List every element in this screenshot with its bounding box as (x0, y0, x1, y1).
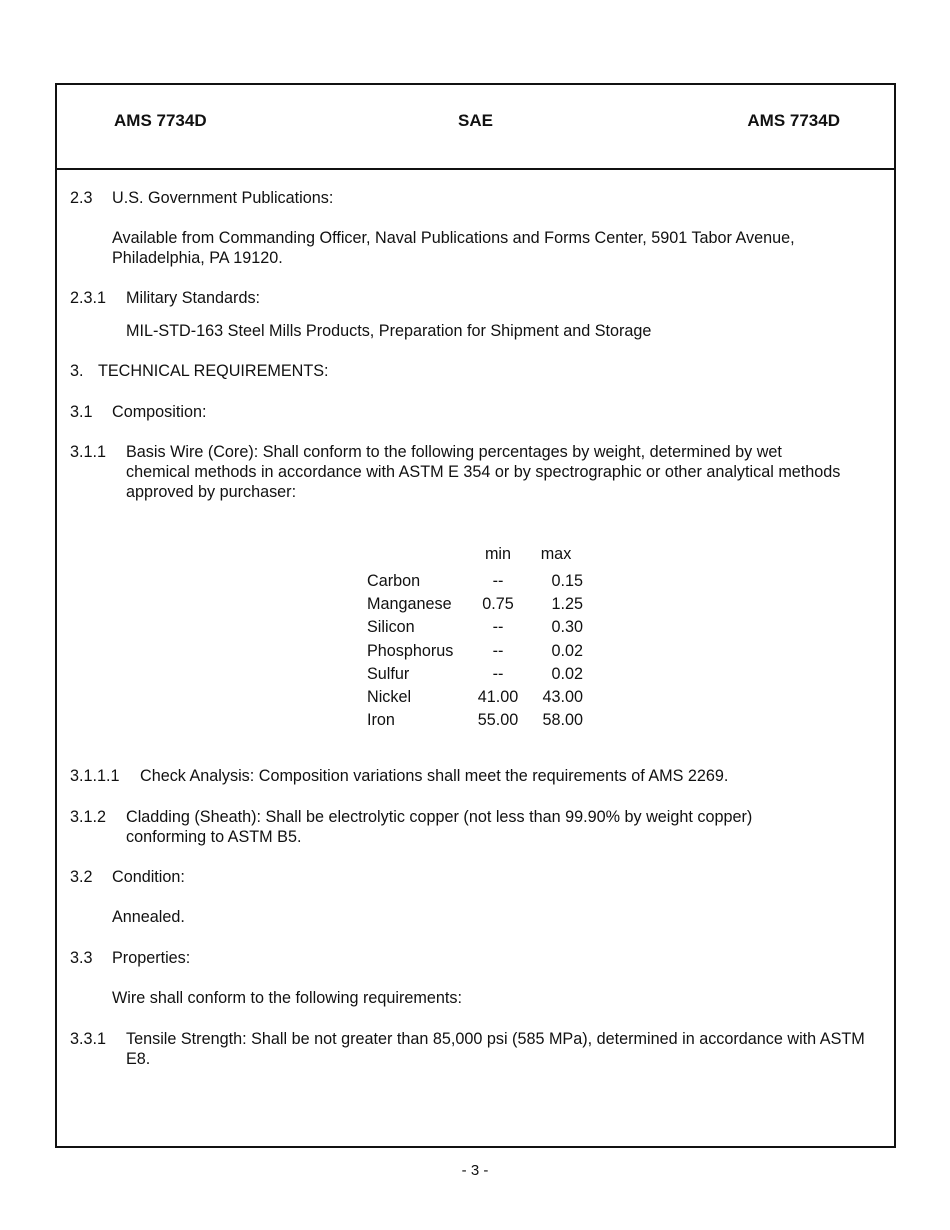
section-body: Wire shall conform to the following requirements: (112, 989, 462, 1007)
table-row (367, 639, 583, 662)
table-row (367, 616, 583, 639)
section-body: Cladding (Sheath): Shall be electrolytic copper (not less than 99.90% by weight copper) conforming to ASTM B5. (126, 808, 753, 846)
section-title: Military Standards: (126, 289, 261, 307)
section-title: Condition: (112, 868, 185, 886)
section-body: Available from Commanding Officer, Naval Publications and Forms Center, 5901 Tabor Avenue, Philadelphia, PA 19120. (112, 229, 795, 267)
element-name: Nickel (367, 688, 412, 707)
max-value: 58.00 (542, 711, 583, 730)
max-value: 0.15 (551, 571, 583, 590)
max-value: 0.30 (551, 618, 583, 637)
header-doc-number-right: AMS 7734D (747, 111, 840, 130)
min-value: -- (492, 571, 504, 590)
column-header-max: max (540, 545, 572, 563)
section-number: 2.3 (70, 189, 93, 207)
table-row (367, 592, 583, 615)
section-number: 3.3 (70, 949, 93, 967)
section-title: Properties: (112, 949, 191, 967)
table-row (367, 685, 583, 708)
section-title: U.S. Government Publications: (112, 189, 334, 207)
max-value: 0.02 (551, 664, 583, 683)
element-name: Carbon (367, 571, 421, 590)
table-row (367, 569, 583, 592)
min-value: -- (492, 641, 504, 660)
section-number: 3.2 (70, 868, 93, 886)
max-value: 0.02 (551, 641, 583, 660)
table-row (367, 709, 583, 732)
element-name: Manganese (367, 594, 452, 613)
element-name: Sulfur (367, 664, 410, 683)
table-row (367, 662, 583, 685)
composition-table (367, 545, 583, 732)
min-value: -- (492, 664, 504, 683)
section-number: 2.3.1 (70, 289, 107, 307)
section-number: 3.1 (70, 403, 93, 421)
section-title: Composition: (112, 403, 207, 421)
header-publisher: SAE (458, 111, 493, 130)
section-number: 3. (70, 362, 84, 380)
min-value: 41.00 (477, 688, 519, 707)
section-body: Basis Wire (Core): Shall conform to the following percentages by weight, determined by wet chemical methods in accordance with ASTM E 354 or by spectrographic or other analytical methods approved by purchaser: (126, 443, 841, 501)
min-value: 55.00 (477, 711, 519, 730)
section-number: 3.1.1 (70, 443, 107, 461)
section-number: 3.1.2 (70, 808, 107, 826)
element-name: Iron (367, 711, 395, 730)
section-number: 3.1.1.1 (70, 767, 120, 785)
section-number: 3.3.1 (70, 1030, 107, 1048)
min-value: -- (492, 618, 504, 637)
max-value: 43.00 (542, 688, 583, 707)
min-value: 0.75 (482, 594, 514, 613)
section-body: MIL-STD-163 Steel Mills Products, Preparation for Shipment and Storage (126, 322, 652, 340)
section-title: TECHNICAL REQUIREMENTS: (98, 362, 329, 380)
section-body: Tensile Strength: Shall be not greater than 85,000 psi (585 MPa), determined in accordance with ASTM E8. (126, 1030, 865, 1068)
max-value: 1.25 (551, 594, 583, 613)
element-name: Phosphorus (367, 641, 454, 660)
section-body: Check Analysis: Composition variations shall meet the requirements of AMS 2269. (140, 767, 729, 785)
element-name: Silicon (367, 618, 415, 637)
header-doc-number-left: AMS 7734D (114, 111, 207, 130)
document-header (57, 85, 894, 170)
column-header-min: min (484, 545, 512, 563)
page-number: - 3 - (461, 1162, 489, 1179)
section-body: Annealed. (112, 908, 185, 926)
